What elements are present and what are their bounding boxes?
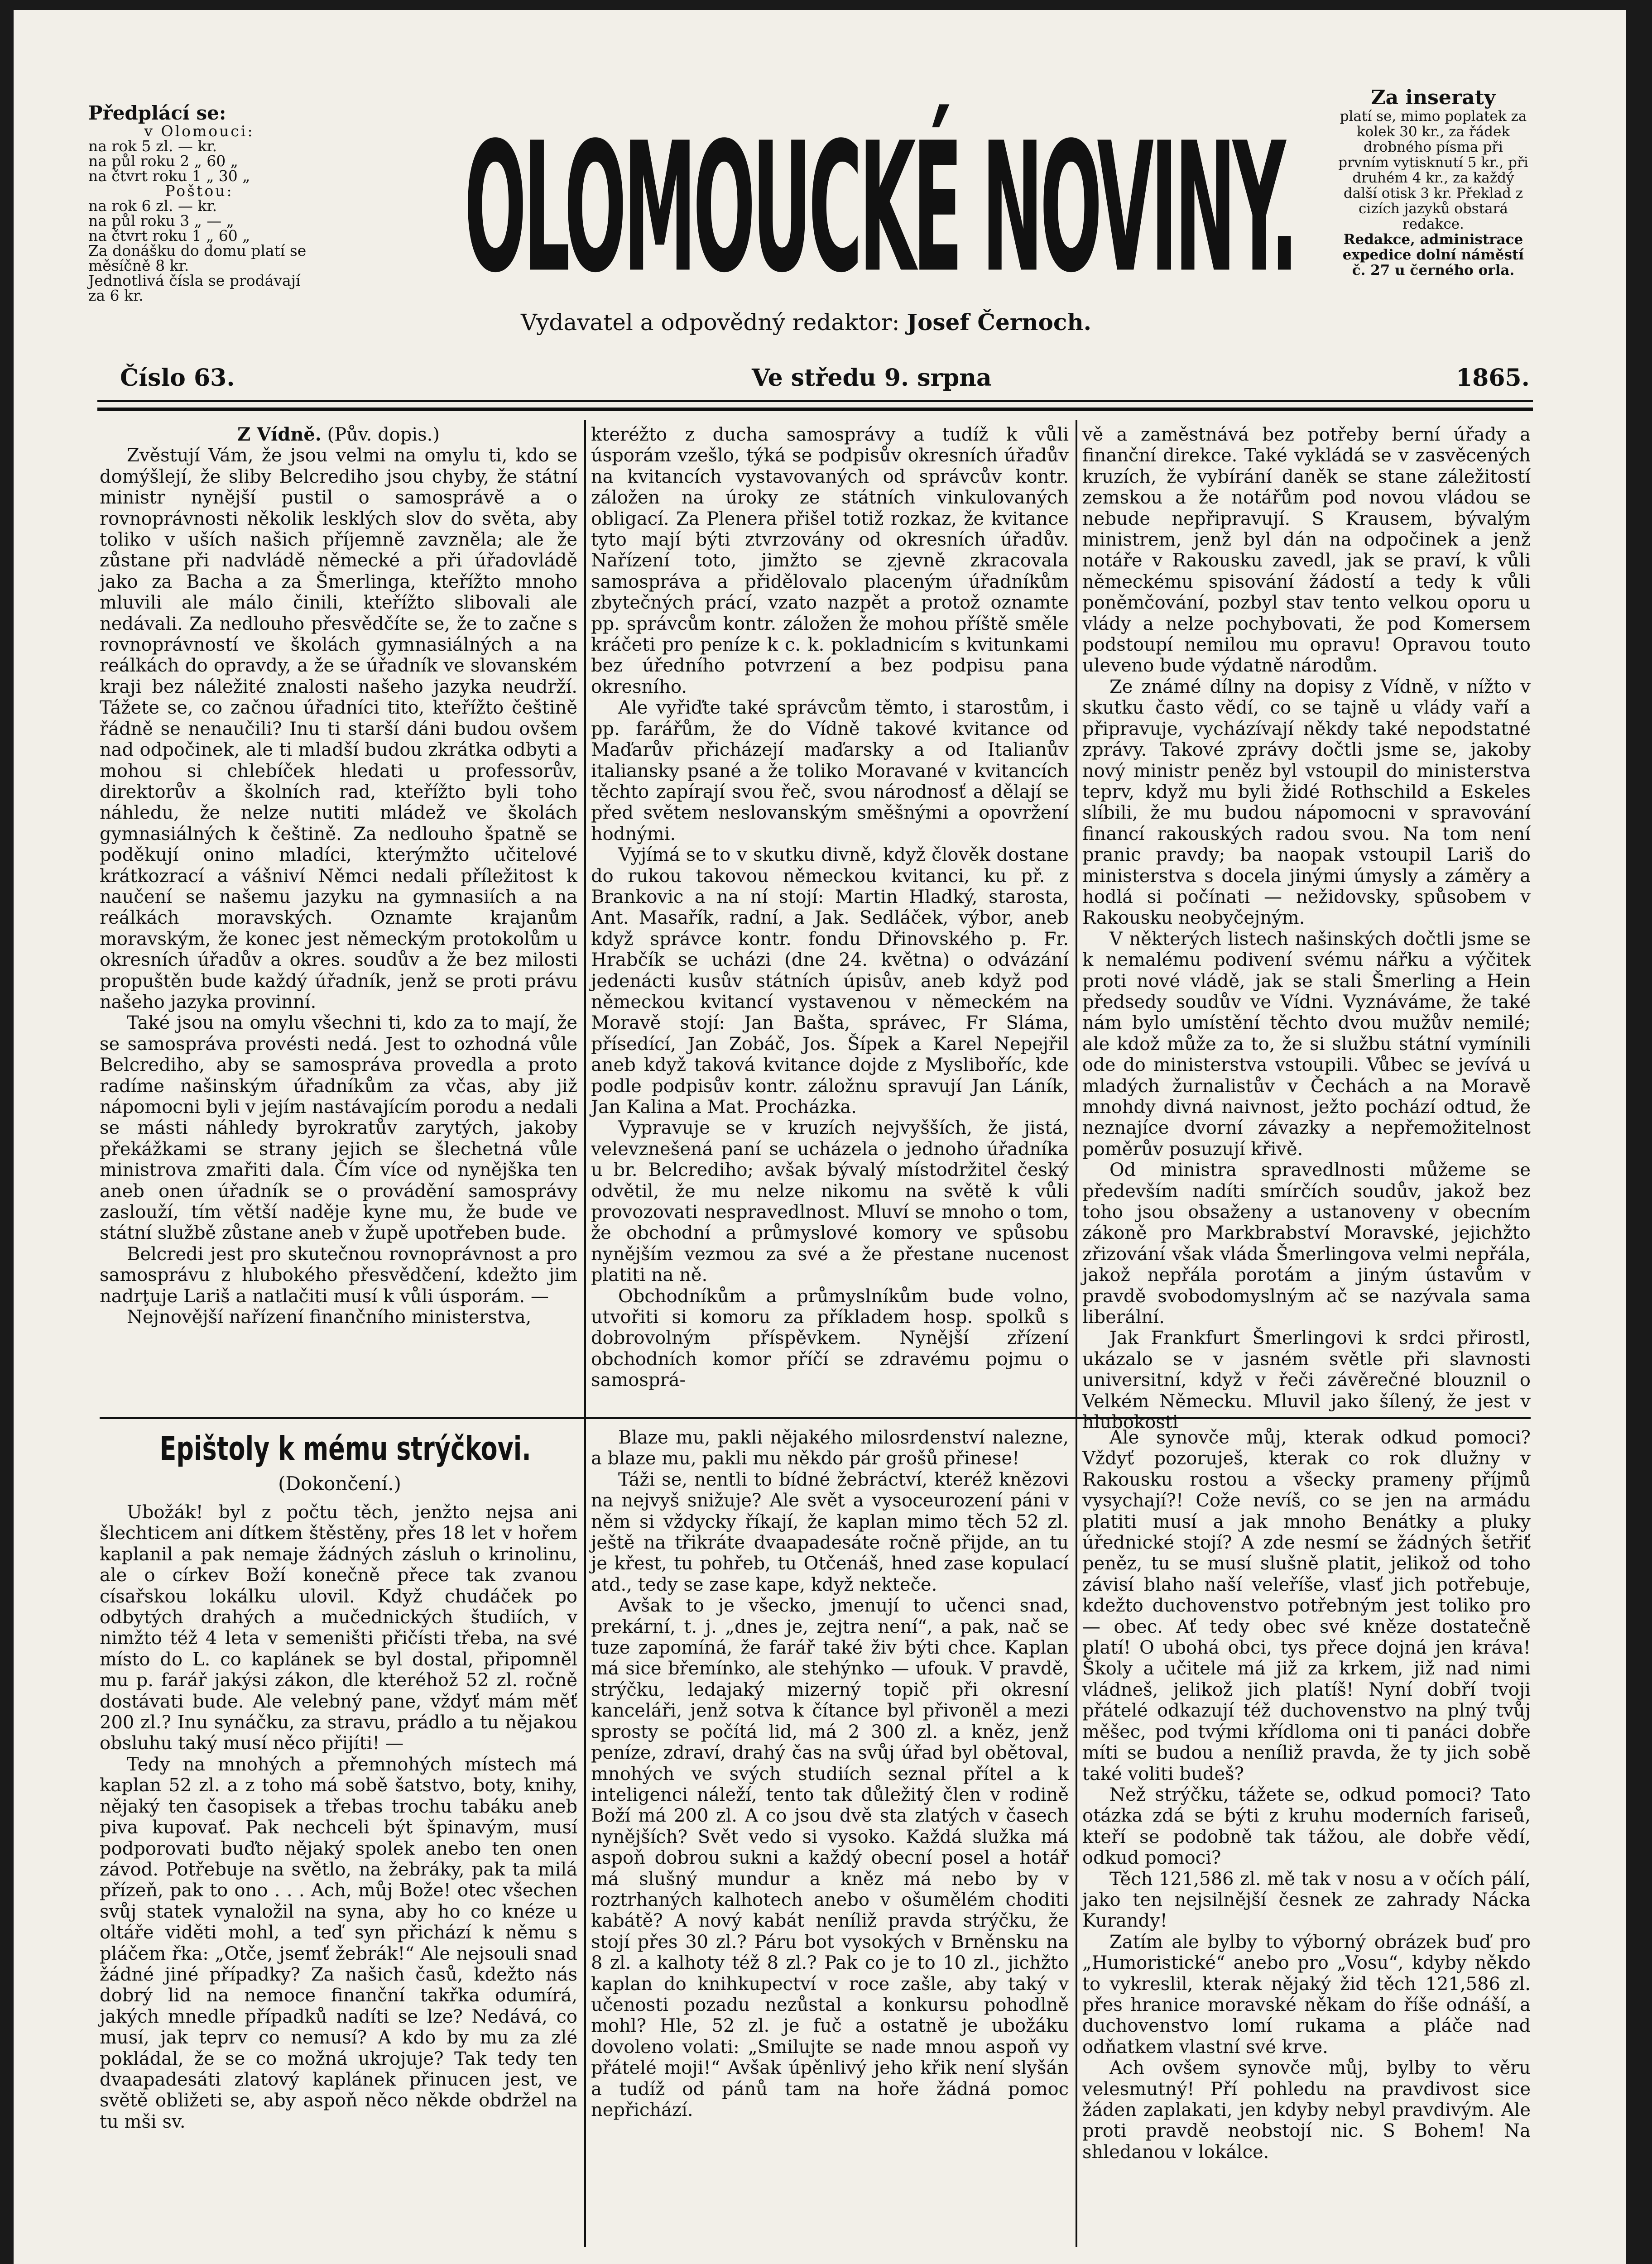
feuilleton-column-3	[1082, 1427, 1531, 2245]
newspaper-page	[14, 10, 1626, 2264]
issue-number: Číslo 63.	[120, 364, 235, 392]
article-paragraph: Od ministra spravedlnosti můžeme se především nadíti smírčích soudův, jakož bez toho jsou obsaženy a ustanoveny v obecním zákoně pro Markbrabství Moravské, jejichžto zřizování však vláda Šmerlingova velmi nepřála, jakož nepřála porotám a jiným ústavům v pravdě svobodomyslným ač se nazývala sama liberální.	[1082, 1160, 1531, 1328]
feuilleton-paragraph: Než strýčku, tážete se, odkud pomoci? Tato otázka zdá se býti z kruhu moderních fariseů, kteří se podobně tak tážou, ale dobře vědí, odkud pomoci?	[1082, 1784, 1531, 1869]
adverts-terms: platí se, mimo poplatek za kolek 30 kr., za řádek drobného písma při prvním vytisknutí 5 kr., při druhém 4 kr., za každý další otisk 3 kr. Překlad z cizích jazyků obstará redakce.	[1338, 108, 1528, 232]
column-rule-2	[1076, 420, 1077, 2247]
subscription-line: na rok 5 zl. — kr.	[88, 137, 217, 155]
feuilleton-paragraph: Zatím ale bylby to výborný obrázek buď pro „Humoristické“ anebo pro „Vosu“, kdyby někdo to vykreslil, kterak nějaký žid těch 121,586 zl. přes hranice moravské někam do říše odnáší, a duchovenstvo lomí rukama a pláče nad odňatkem vlastní své krve.	[1082, 1931, 1531, 2058]
header-rule-top	[97, 400, 1533, 402]
feuilleton-paragraph: Táži se, nentli to bídné žebráctví, kteréž knězovi na nejvyš snižuje? Ale svět a vysoceurození páni v něm si vždycky říkají, že kaplan mimo těch 52 zl. ještě na třikráte dvaapadesáte ročně přijde, an tu je křest, tu pohřeb, tu Otčenáš, hned zase kopulací atd., tedy se zase kape, když nekteče.	[591, 1469, 1069, 1595]
article-paragraph: Ale vyřiďte také správcům těmto, i starostům, i pp. farářům, že do Vídně takové kvitance od Maďarův přicházejí maďarsky a od Italianův italiansky psané a že toliko Moravané v kvitancích těchto zapírají svou řeč, svou národnosť a dělají se před světem neslovanským směšnými a opovržení hodnými.	[591, 697, 1069, 844]
editor-name: Josef Černoch.	[907, 309, 1092, 336]
article-paragraph: Belcredi jest pro skutečnou rovnoprávnost a pro samosprávu z hlubokého přesvědčení, kdežto jim nadrţuje Lariš a natlačiti musí k vůli úsporám. —	[100, 1243, 577, 1307]
article-paragraph	[100, 424, 577, 445]
article-paragraph: Zvěstují Vám, že jsou velmi na omylu ti, kdo se domýšlejí, že sliby Belcrediho jsou chyby, že státní ministr nynější pustil o samosprávě a o rovnoprávnosti několik lesklých slov do světa, aby toliko v uších našich příjemně zavzněla; ale že zůstane při nadvládě německé a při úřadovládě jako za Bacha a za Šmerlinga, kteřížto mnoho mluvili ale málo činili, kteřížto slibovali ale nedávali. Za nedlouho přesvědčíte se, že to začne s rovnoprávností ve školách gymnasiálných a na reálkách do opravdy, a že se úřadník ve slovanském kraji bez náležité znalosti našeho jazyka neudrží. Tážete se, co začnou úřadníci tito, kteřížto češtině řádně se nenaučili? Inu ti starší dáni budou ovšem nad odpočinek, ale ti mladší budou zkrátka odbyti a mohou si chlebíček hledati u professorův, direktorův a školních rad, kteřížto byli toho náhledu, že nelze nutiti mládež ve školách gymnasiálných k češtině. Za nedlouho špatně se poděkují onino mladíci, kterýmžto učitelové krátkozrací a vášniví Němci nedali příležitost k naučení se našemu jazyku na gymnasiích a na reálkách moravských. Oznamte krajanům moravským, že konec jest německým protokolům u okresních úřadův a okres. soudův a že bez milosti propuštěn bude každý úřadník, jenž se proti právu našeho jazyka provinní.	[100, 445, 577, 1012]
article-dateline: Z Vídně.	[237, 424, 322, 445]
feuilleton-paragraph: Tedy na mnohých a přemnohých místech má kaplan 52 zl. a z toho má sobě šatstvo, boty, knihy, nějaký ten časopisek a třebas trochu tabáku aneb piva kupovať. Pak nechceli být špinavým, musí podporovati buďto nějaký spolek anebo ten onen závod. Potřebuje na světlo, na žebráky, pak ta milá přízeň, pak to ono . . . Ach, můj Bože! otec všechen svůj statek vynaložil na syna, aby ho co knéze u oltáře viděti mohl, a teď syn přichází k němu s pláčem řka: „Otče, jsemť žebrák!“ Ale nejsouli snad žádné jiné případky? Za našich časů, kdežto nás dobrý lid na nemoce finanční takřka odumírá, jakých mnedle případků nadíti se lze? Nedává, co musí, jak teprv co nemusí? A kdo by mu za zlé pokládal, že se co možná ukrojuje? Tak tedy ten dvaapadesáti zlatový kaplánek přinucen jest, ve světě obližeti se, aby aspoň něco někde obdržel na tu mši sv.	[100, 1754, 577, 2132]
subscription-line: na čtvrt roku 1 „ 60 „	[88, 227, 250, 245]
adverts-heading: Za inseraty	[1371, 86, 1496, 109]
article-column-3	[1082, 424, 1531, 1433]
subscription-post-label: Poštou:	[165, 182, 234, 200]
subscription-line: na čtvrt roku 1 „ 30 „	[88, 167, 250, 185]
subscription-single: Jednotlivá čísla se prodávají za 6 kr.	[88, 272, 301, 304]
masthead-title: OLOMOUCKÉ NOVINY.	[464, 105, 1295, 312]
feuilleton-column-1	[100, 1502, 577, 2245]
feuilleton-paragraph: Avšak to je všecko, jmenují to učenci snad, prekární, t. j. „dnes je, zejtra není“, a pak, nač se tuze zapomíná, že farář také živ býti chce. Kaplan má sice břemínko, ale stehýnko — ufouk. V pravdě, strýčku, ledajaký mizerný topič při okresní kanceláři, jenž sotva k čítance byl přivoněl a mezi sprosty se počítá lid, má 2 300 zl. a kněz, jenž peníze, zdraví, drahý čas na svůj úřad byl obětoval, mnohých ve svých studiích seznal přítel a k inteligenci náleží, tento tak důležitý člen v rodině Boží má 200 zl. A co jsou dvě sta zlatých v časech nynějších? Svět vedo si vysoko. Každá služka má aspoň dobrou sukni a každý obecní posel a hotář má slušný mundur a kněz má nebo by v roztrhaných kalhotech anebo v ošumělém choditi kabátě? A nový kabát neníliž pravda strýčku, že stojí přes 30 zl.? Páru bot vysokých v Brněnsku na 8 zl. a kalhoty též 8 zl.? Pak co je to 10 zl., jichžto kaplan do knihkupectví v roce zašle, aby taký v učenosti pozadu nezůstal a konkursu pohodlně mohl? Hle, 52 zl. je fuč a ostatně je ubožáku dovoleno volati: „Smilujte se nade mnou aspoň vy přátelé moji!“ Avšak úpěnlivý jeho křik není slyšán a tudíž od pánů tam na hoře žádná pomoc nepřichází.	[591, 1595, 1069, 2120]
subscription-line: na půl roku 3 „ — „	[88, 212, 234, 230]
feuilleton-title: Epištoly k mému strýčkovi.	[159, 1429, 531, 1468]
article-source: (Pův. dopis.)	[327, 424, 440, 445]
feuilleton-paragraph: Ale synovče můj, kterak odkud pomoci? Vždyť pozoruješ, kterak co rok dlužny v Rakousku rostou a všecky prameny příjmů vysychají?! Cože nevíš, co se jen na armádu platiti musí a jak mnoho Benátky a pluky úřednické stojí? A zde nesmí se žádných šetřiť peněz, tu se musí slušně platit, jelikož od toho závisí blaho naší veleříše, vlasť jich potřebuje, kdežto duchovenstvo potřebným jest toliko pro — obec. Ať tedy obec své kněze dostatečně platí! O ubohá obci, tys přece dojná jen kráva! Školy a učitele má již za krkem, již nad nimi vládneš, jelikož jich platíš! Nyní dobří tvoji přátelé odkazují též duchovenstvo na plný tvůj měšec, pod tvými křídloma oni ti panáci dobře míti se budou a neníliž pravda, že ty jich sobě také voliti budeš?	[1082, 1427, 1531, 1784]
feuilleton-paragraph: Ach ovšem synovče můj, bylby to věru velesmutný! Pří pohledu na pravdivost sice žáden zaplakati, jen kdyby nebyl pravdivým. Ale proti pravdě neobstojí nic. S Bohem! Na shledanou v lokálce.	[1082, 2058, 1531, 2163]
issue-date: Ve středu 9. srpna	[752, 364, 992, 392]
subscription-line: na půl roku 2 „ 60 „	[88, 152, 238, 170]
column-rule-1	[584, 420, 586, 2247]
article-paragraph: vě a zaměstnává bez potřeby berní úřady a finanční direkce. Také vykládá se v zasvěcených kruzích, že vybírání daněk se stane záležitostí zemskou a že notářům pod novou vládou se nebude nepřipravují. S Krausem, bývalým ministrem, jenž byl dán na odpočinek a jenž notáře v Rakousku zavedl, jak se praví, k vůli německému spisování žádostí a tedy k vůli poněmčování, pozbyl stav tento velkou oporu u vlády a nelze pochybovati, že pod Komersem podstoupí nemilou mu opravu! Opravou touto uleveno bude výdatně národům.	[1082, 424, 1531, 676]
adverts-office: Redakce, administrace expedice dolní náměstí č. 27 u černého orla.	[1342, 231, 1524, 278]
article-paragraph: Nejnovější nařízení finančního ministerstva,	[127, 1307, 532, 1328]
feuilleton-paragraph: Těch 121,586 zl. mě tak v nosu a v očích pálí, jako ten nejsilnější česnek ze zahrady Nácka Kurandy!	[1082, 1868, 1531, 1932]
subscription-line: na rok 6 zl. — kr.	[88, 197, 217, 215]
article-paragraph: kteréžto z ducha samosprávy a tudíž k vůli úsporám vzešlo, týká se podpisův okresních úřadův na kvitancích vystavovaných od správcův kontr. záložen na úroky ze státních vinkulovaných obligací. Za Plenera přišel totiž rozkaz, že kvitance tyto mají býti ztvrzovány od okresních úřadův. Nařízení toto, jimžto se zjevně zkracovala samospráva a přidělovalo placeným úřadníkům zbytečných prácí, vzato nazpět a protož oznamte pp. správcům kontr. záložen že mohou příště směle kráčeti pro peníze k c. k. pokladnicím s kvitunkami bez úředního potvrzení a bez podpisu pana okresního.	[591, 424, 1069, 697]
editor-label: Vydavatel a odpovědný redaktor:	[521, 309, 900, 336]
feuilleton-paragraph: Blaze mu, pakli nějakého milosrdenství nalezne, a blaze mu, pakli mu někdo pár grošů přinese!	[591, 1427, 1069, 1469]
article-column-2	[591, 424, 1069, 1411]
adverts-box	[1338, 87, 1528, 278]
subscription-olomouc-label: v Olomouci:	[144, 122, 255, 140]
article-paragraph: V některých listech našinských dočtli jsme se k nemalému podivení svému nářku a výčitek proti nové vládě, jak se stali Šmerling a Hein předsedy soudův ve Vídni. Vyznáváme, že také nám bylo umístění těchto dvou mužův nemilé; ale kdož může za to, že si službu státní vymínili ode do ministerstva vstoupili. Vůbec se jevívá u mladých žurnalistův v Čechách a na Moravě mnohdy divná naivnost, ježto pochází odtud, že neznajíce dvorní závazky a nepřemožitelnost poměrův posuzují křivě.	[1082, 928, 1531, 1160]
article-paragraph: Jak Frankfurt Šmerlingovi k srdci přirostl, ukázalo se v jasném světle při slavnosti universitní, když v řeči závěrečné blouznil o Velkém Německu. Mluvil jako šílený, že jest v hlubokosti	[1082, 1328, 1531, 1433]
feuilleton-paragraph: Ubožák! byl z počtu těch, jenžto nejsa ani šlechticem ani dítkem štěstěny, přes 18 let v hořem kaplanil a pak nemaje žádných zásluh o krinolinu, ale o církev Boží konečně přece tak zvanou císařskou lokálku ulovil. Když chudáček po odbytých drahých a mučednických študiích, v nimžto též 4 leta v semeništi přičísti třeba, na své místo do L. co kaplánek se byl dostal, připomněl mu p. farář jakýsi zákon, dle kteréhož 52 zl. ročně dostávati bude. Ale velebný pane, vždyť mám měť 200 zl.? Inu synáčku, za stravu, prádlo a tu nějakou obsluhu taký musí něco přijíti! —	[100, 1502, 577, 1754]
subscription-delivery: Za donášku do domu platí se měsíčně 8 kr.	[88, 242, 307, 274]
article-column-1	[100, 424, 577, 1411]
issue-year: 1865.	[1456, 364, 1530, 392]
article-paragraph: Ze známé dílny na dopisy z Vídně, v nížto v skutku často vědí, co se tajně u vlády vaří a připravuje, vycházívají někdy také nepodstatné zprávy. Takové zprávy dočtli jsme se, jakoby nový ministr peněz byl vstoupil do ministerstva teprv, když mu byli židé Rothschild a Eskeles slíbili, že mu budou nápomocni v spravování financí rakouských radou svou. Na tom není pranic pravdy; ba naopak vstoupil Lariš do ministerstva s docela jinými úmysly a záměry a hodlá si počínati — nežidovsky, spůsobem v Rakousku neobyčejným.	[1082, 676, 1531, 929]
article-paragraph: Také jsou na omylu všechni ti, kdo za to mají, že se samospráva provésti nedá. Jest to ozhodná vůle Belcrediho, aby se samospráva provedla a proto radíme našinským úřadníkům za včas, aby již nápomocni byli v jejím nastávajícím porodu a nedali se másti náhledy byrokratův zarytých, jakoby překážkami se strany jejich se šlechetná vůle ministrova zmařiti dala. Čím více od nynějška ten aneb onen úřadník se o provádění samosprávy zaslouží, tím větší naděje kyne mu, že bude ve státní službě zůstane aneb v župě upotřeben bude.	[100, 1012, 577, 1244]
article-paragraph: Vypravuje se v kruzích nejvyšších, že jistá, velevznešená paní se ucházela o jednoho úřadníka u br. Belcrediho; avšak bývalý místodržitel český odvětil, že mu nelze nikomu na světě k vůli provozovati nespravedlnost. Mluví se mnoho o tom, že obchodní a průmyslové komory ve spůsobu nynějším vezmou za své a že přestane nucenost platiti na ně.	[591, 1118, 1069, 1286]
article-paragraph: Obchodníkům a průmyslníkům bude volno, utvořiti si komoru za příkladem hosp. spolků s dobrovolným příspěvkem. Nynější zřízení obchodních komor příčí se zdravému pojmu o samosprá-	[591, 1285, 1069, 1391]
subscription-heading: Předplácí se:	[88, 102, 226, 124]
feuilleton-subtitle: (Dokončení.)	[278, 1473, 401, 1495]
header-rule-bottom	[97, 408, 1533, 411]
editor-line	[521, 309, 1200, 336]
subscription-box	[88, 103, 310, 303]
feuilleton-column-2	[591, 1427, 1069, 2245]
article-paragraph: Vyjímá se to v skutku divně, když člověk dostane do rukou takovou německou kvitanci, ku př. z Brankovic a na ní stojí: Martin Hladký, starosta, Ant. Masařík, radní, a Jak. Sedláček, výbor, aneb když správce kontr. fondu Dřinovského p. Fr. Hrabčík se ucházi (dne 24. května) o odvázání jedenácti kusův státních úpisův, aneb když pod německou kvitancí vystavenou v německém na Moravě stojí: Jan Bašta, správec, Fr Sláma, přísedící, Jan Zobáč, Jos. Šípek a Karel Nepejřil aneb když taková kvitance dojde z Mysliboříc, kde podle podpisův kontr. záložnu spravují Jan Láník, Jan Kalina a Mat. Procházka.	[591, 844, 1069, 1118]
